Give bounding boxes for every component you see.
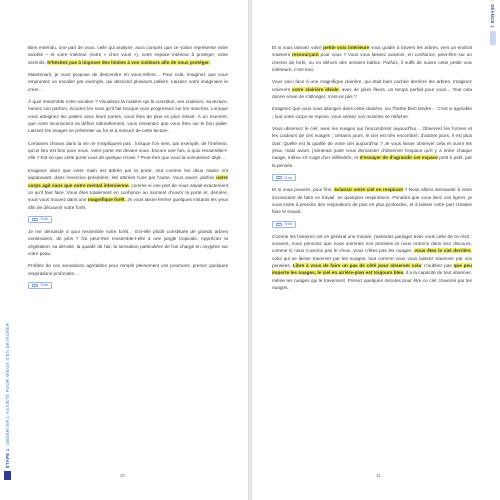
text-run: Imaginez que vous vous allongez dans cette clairière, sur l'herbe bien tendre… C'est si agréable ; tout votre corps se repose, vous sentez vos muscles se relâcher. xyxy=(272,106,472,119)
left-page xyxy=(0,0,248,500)
right-text-column xyxy=(272,44,472,296)
text-run: Bien entendu, une part de vous, celle qui analyse, aura compris que ce voisin représente votre anxiété – et votre intérieur (votre « chez vous »), votre espace intérieur à protéger, votre sérénité. xyxy=(28,45,228,65)
running-head-marker xyxy=(4,471,11,480)
right-running-head xyxy=(490,0,496,45)
running-head-step: SÉANCE 1 xyxy=(490,4,496,28)
text-tag xyxy=(272,174,296,181)
paragraph xyxy=(28,44,228,66)
text-run: Vous observez le ciel, avec les nuages qui l'encombrent aujourd'hui… Observez les formes et les couleurs de ces nuages ; certains jours, le ciel est très encombré, d'autres jours, il est plus clair. Quelle est la qualité de votre ciel aujourd'hui ? Je vous laisse observer cela et ouvrir les yeux, mais avant, j'aimerais juste vous demander d'observer l'espace qu'il y a entre chaque nuage, même s'il s'agit d'un millimètre, et xyxy=(272,126,472,161)
text-run: Maintenant, je vous propose de descendre en vous-même… Pour cela, imaginez que vous empruntez un escalier par exemple, qui descend plusieurs paliers. Laissez votre imaginaire le créer… xyxy=(28,72,228,92)
paragraph xyxy=(272,105,472,120)
running-head-marker xyxy=(490,31,496,45)
text-run: ; n'oubliez pas xyxy=(421,262,454,268)
highlighted-text: d'essayer de d'agrandir cet espace xyxy=(359,155,438,161)
paragraph xyxy=(272,125,472,169)
paragraph xyxy=(272,186,472,215)
text-tag xyxy=(28,216,52,223)
paragraph xyxy=(28,228,228,257)
highlighted-text: ressourçant xyxy=(291,52,319,58)
tag-icon xyxy=(276,176,282,179)
text-run: Vous voici face à une magnifique clairière, qui était bien cachée derrière les arbres. Imaginez vraiment xyxy=(272,79,472,92)
tag-label: Texte xyxy=(40,283,49,288)
paragraph xyxy=(28,98,228,135)
running-head-step: ÉTAPE 1 xyxy=(5,448,10,468)
highlighted-text: magnifique forêt xyxy=(87,197,125,203)
tag-icon xyxy=(32,218,38,221)
highlighted-text: N'hésitez pas à imposer des limites à vos visiteurs afin de vous protéger. xyxy=(47,59,210,65)
highlighted-text: vous êtes le ciel derrière xyxy=(414,248,471,254)
text-run: , comme si une part de nous savait exactement ce qu'il faut faire. Vous êtes totalement en confiance au moment d'ouvrir la porte et, derrière, vous vous trouvez dans une xyxy=(28,182,228,203)
text-run: Profitez de ces sensations agréables pour remplir pleinement vos poumons, prenez quelques respirations profondes… xyxy=(28,263,228,276)
highlighted-text: que peu importe les nuages, le ciel en arrière-plan est toujours bleu xyxy=(272,262,473,276)
text-tag xyxy=(272,221,296,228)
page-number-left: 30 xyxy=(120,473,126,478)
paragraph xyxy=(28,140,228,162)
text-run: Comme les histoires ont en général une morale, j'aimerais partager avec vous celle de ce récit : souvent, nous pensons que nous sommes nos pensées et nous entrons dans leur discours, comme si nous n'avions pas le choix. Vous n'êtes pas les nuages, xyxy=(272,233,472,254)
running-head-title xyxy=(491,0,496,1)
text-run: vous guider à travers les arbres, vers un endroit vraiment xyxy=(272,45,472,58)
text-run: À quoi ressemble votre escalier ? Visualisez la matière qui le constitue, ses couleurs, sa texture, humez son parfum, écoutez les sons qu'il fait lorsque vous progressez sur les marches. Lorsque vous atteignez les paliers avec leurs portes, vous êtes de plus en plus relaxé. À un moment, que votre inconscient va définir naturellement, vous ressentez que vous êtes sur le bon palier. Laissez les images se présenter au fur et à mesure de cette lecture. xyxy=(28,99,228,134)
text-run: , celui qui se laisse traverser par les nuages, tout comme vous vous laissez traverser par vos pensées. xyxy=(272,248,472,268)
tag-icon xyxy=(276,223,282,226)
left-running-head xyxy=(4,323,11,480)
tag-label: Texte xyxy=(40,217,49,222)
text-run: Certaines choses dans la vie ne s'expliquent pas : lorsque l'on sent, par exemple, de l'intérieur, qu'un lieu est bon pour nous. Votre porte est devant vous. Encore une fois, à quoi ressemble-t-elle ? Est-ce que cette porte vous dit quelque chose ? Peut-être que vous la connaissez déjà… xyxy=(28,140,228,161)
paragraph xyxy=(272,78,472,100)
text-run: pour vous ? Vous vous laissez avancer, en confiance, peut-être sur un chemin de forêt, ou en dehors des sentiers battus. Parfois, il suffit de suivre cette petite voix intérieure, c'est tout. xyxy=(272,52,472,73)
paragraph xyxy=(272,233,472,292)
text-run: Et si vous pouviez, pour finir, xyxy=(272,187,335,193)
running-head-title: OBSERVER L'ANXIÉTÉ POUR MIEUX S'EN DÉTACHER xyxy=(5,322,10,446)
text-run: ? Nous allons demander à votre inconscient de faire ce travail, en quelques respirations. Pendant que vous lisez ces lignes, je vous invite à prendre des respirations de plus en plus profondes, et à laisser votre part créative faire le travail. xyxy=(272,187,473,215)
text-run: Et si vous laissiez votre xyxy=(272,45,324,50)
paragraph xyxy=(28,167,228,211)
highlighted-text: Libre à vous de faire un pas de côté pour observer cela xyxy=(292,262,421,268)
paragraph xyxy=(272,44,472,73)
tag-label: Texte xyxy=(284,175,293,180)
paragraph xyxy=(28,71,228,93)
paragraph xyxy=(28,262,228,277)
highlighted-text: éclaircir votre ciel en respirant xyxy=(334,187,404,193)
highlighted-text: notre corps agit sans que notre mental intervienne xyxy=(28,175,228,188)
text-run: Je me demande à quoi ressemble votre forêt… Est-elle plutôt constituée de grands arbres centenaires, de pins ? Ou peut-être ressemble-t-elle à une jungle tropicale. Appréciez la végétation, sa densité, la qualité de l'air, la sensation particulière de l'air chargé en oxygène sur votre peau. xyxy=(28,228,228,256)
right-page xyxy=(252,0,500,500)
left-text-column xyxy=(28,44,228,294)
highlighted-text: votre clairière idéale xyxy=(291,86,339,92)
tag-icon xyxy=(32,284,38,287)
highlighted-text: petite voix intérieure xyxy=(323,45,370,50)
text-run: . Je vous laisse fermer quelques instants les yeux afin de découvrir votre forêt. xyxy=(28,197,228,210)
text-run: Imaginez alors que votre main est attirée par la porte, tout comme les deux mains ont auparavant, dans l'exercice précédent, été attirées l'une par l'autre. Vous savez, parfois xyxy=(28,167,228,181)
tag-label: Texte xyxy=(284,222,293,227)
text-tag xyxy=(28,282,52,289)
page-number-right: 31 xyxy=(376,473,382,478)
text-run: , il a la capacité de tout observer, même les nuages qui le traversent. Prenez quelques minutes pour être ce ciel, traversé par les nuages. xyxy=(272,270,472,290)
text-run: , avec de jolies fleurs, un temps parfait pour vous… Tout cela donne envie de s'allonger, n'est-ce pas ? xyxy=(272,86,473,100)
text-run: petit à petit, par la pensée. xyxy=(272,155,472,168)
